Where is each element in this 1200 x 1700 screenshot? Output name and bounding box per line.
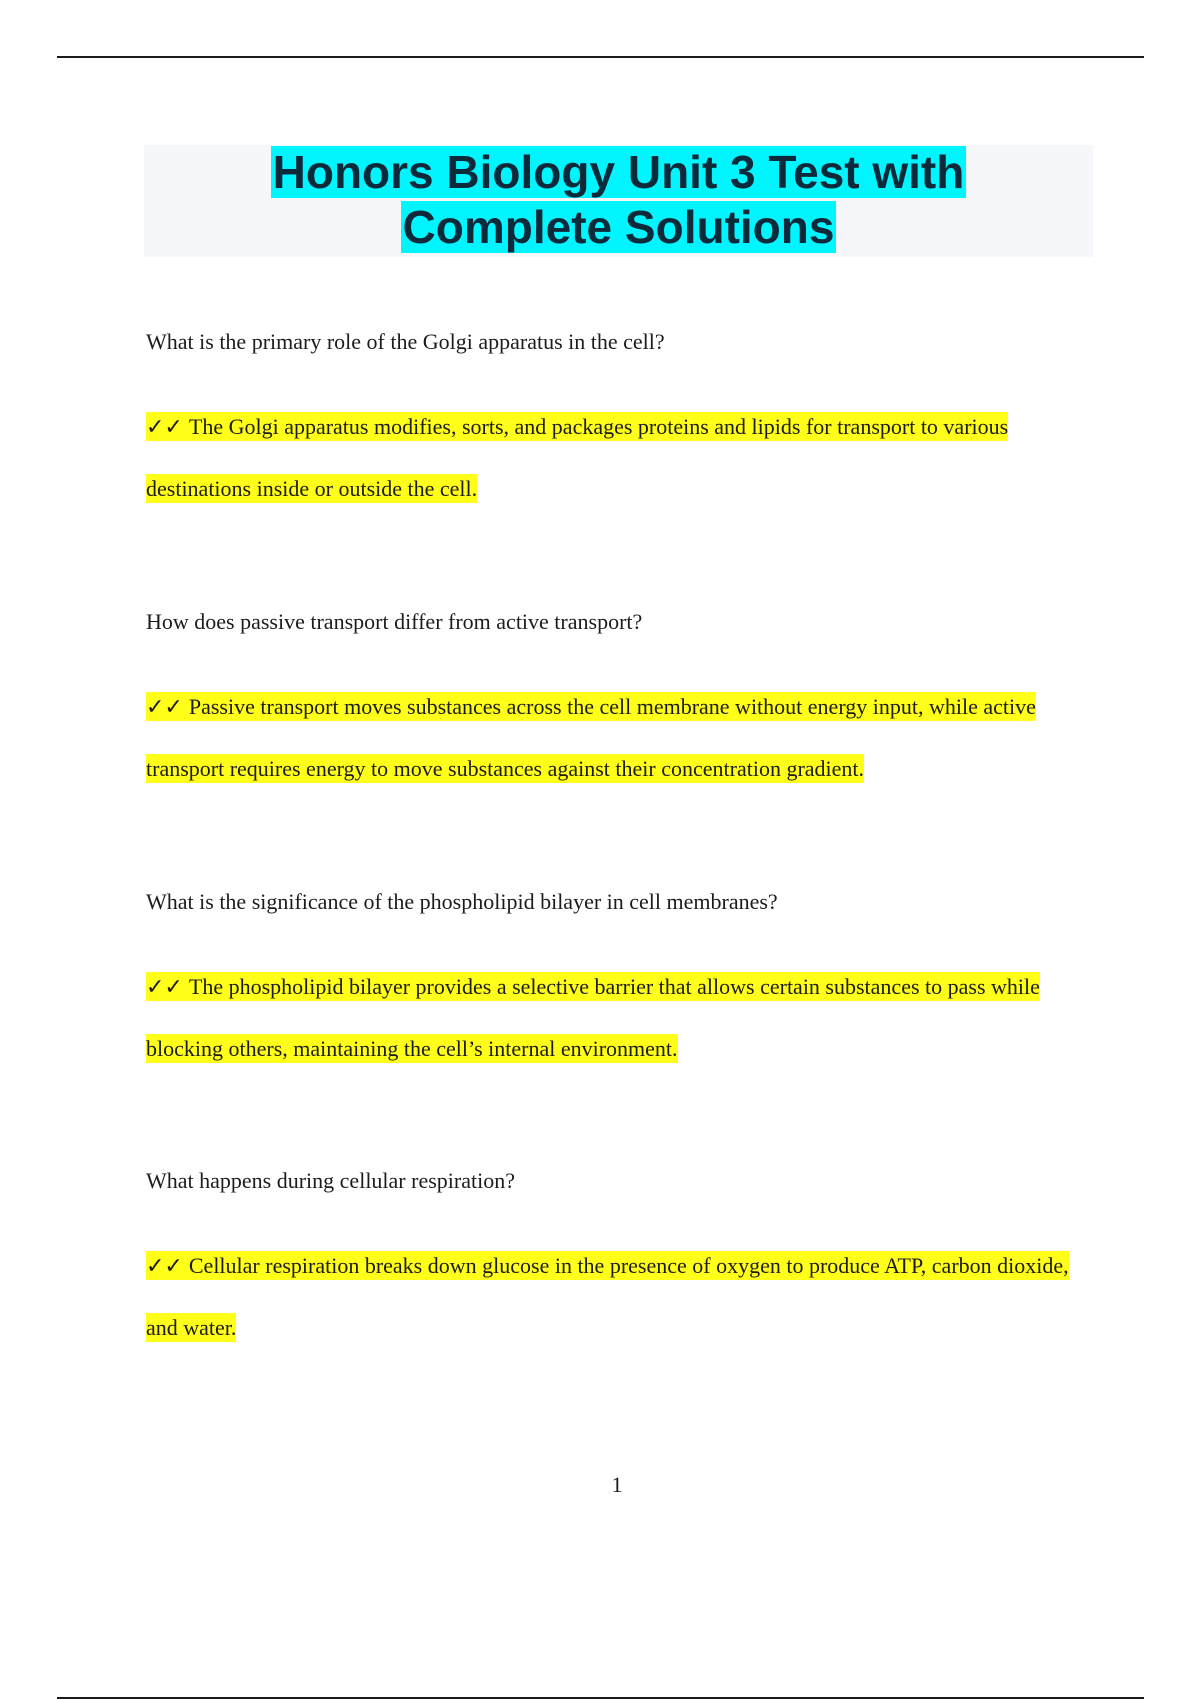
- question-text: What is the significance of the phospholipid bilayer in cell membranes?: [146, 889, 778, 914]
- question-text: How does passive transport differ from active transport?: [146, 609, 643, 634]
- answer-text: The Golgi apparatus modifies, sorts, and packages proteins and lipids for transport to various destinations inside or outside the cell.: [146, 414, 1009, 501]
- title-line-1: Honors Biology Unit 3 Test with: [272, 146, 965, 198]
- qa-item: [146, 1167, 1096, 1358]
- answer-block: [146, 676, 1096, 799]
- answer-block: [146, 1235, 1096, 1358]
- answer-block: [146, 396, 1096, 519]
- answer-text: Cellular respiration breaks down glucose in the presence of oxygen to produce ATP, carbon dioxide, and water.: [146, 1253, 1069, 1340]
- page-number: 1: [611, 1472, 623, 1497]
- answer-block: [146, 956, 1096, 1079]
- double-check-icon: ✓✓: [146, 1254, 183, 1279]
- double-check-icon: ✓✓: [146, 695, 183, 720]
- title-banner: [144, 145, 1093, 257]
- document-title: [144, 145, 1093, 255]
- answer-highlight: [146, 692, 1036, 783]
- question-text: What is the primary role of the Golgi apparatus in the cell?: [146, 329, 665, 354]
- answer-text: Passive transport moves substances across the cell membrane without energy input, while active transport requires energy to move substances against their concentration gradient.: [146, 694, 1036, 781]
- question-text: What happens during cellular respiration?: [146, 1168, 515, 1193]
- qa-item: [146, 888, 1096, 1079]
- answer-highlight: [146, 412, 1008, 503]
- title-line-2: Complete Solutions: [402, 201, 835, 253]
- double-check-icon: ✓✓: [146, 975, 183, 1000]
- answer-text: The phospholipid bilayer provides a selective barrier that allows certain substances to pass while blocking others, maintaining the cell’s internal environment.: [146, 974, 1040, 1061]
- top-rule: [57, 56, 1144, 58]
- bottom-rule: [57, 1697, 1144, 1699]
- double-check-icon: ✓✓: [146, 415, 183, 440]
- qa-item: [146, 328, 1096, 519]
- qa-item: [146, 608, 1096, 799]
- answer-highlight: [146, 1251, 1069, 1342]
- answer-highlight: [146, 972, 1040, 1063]
